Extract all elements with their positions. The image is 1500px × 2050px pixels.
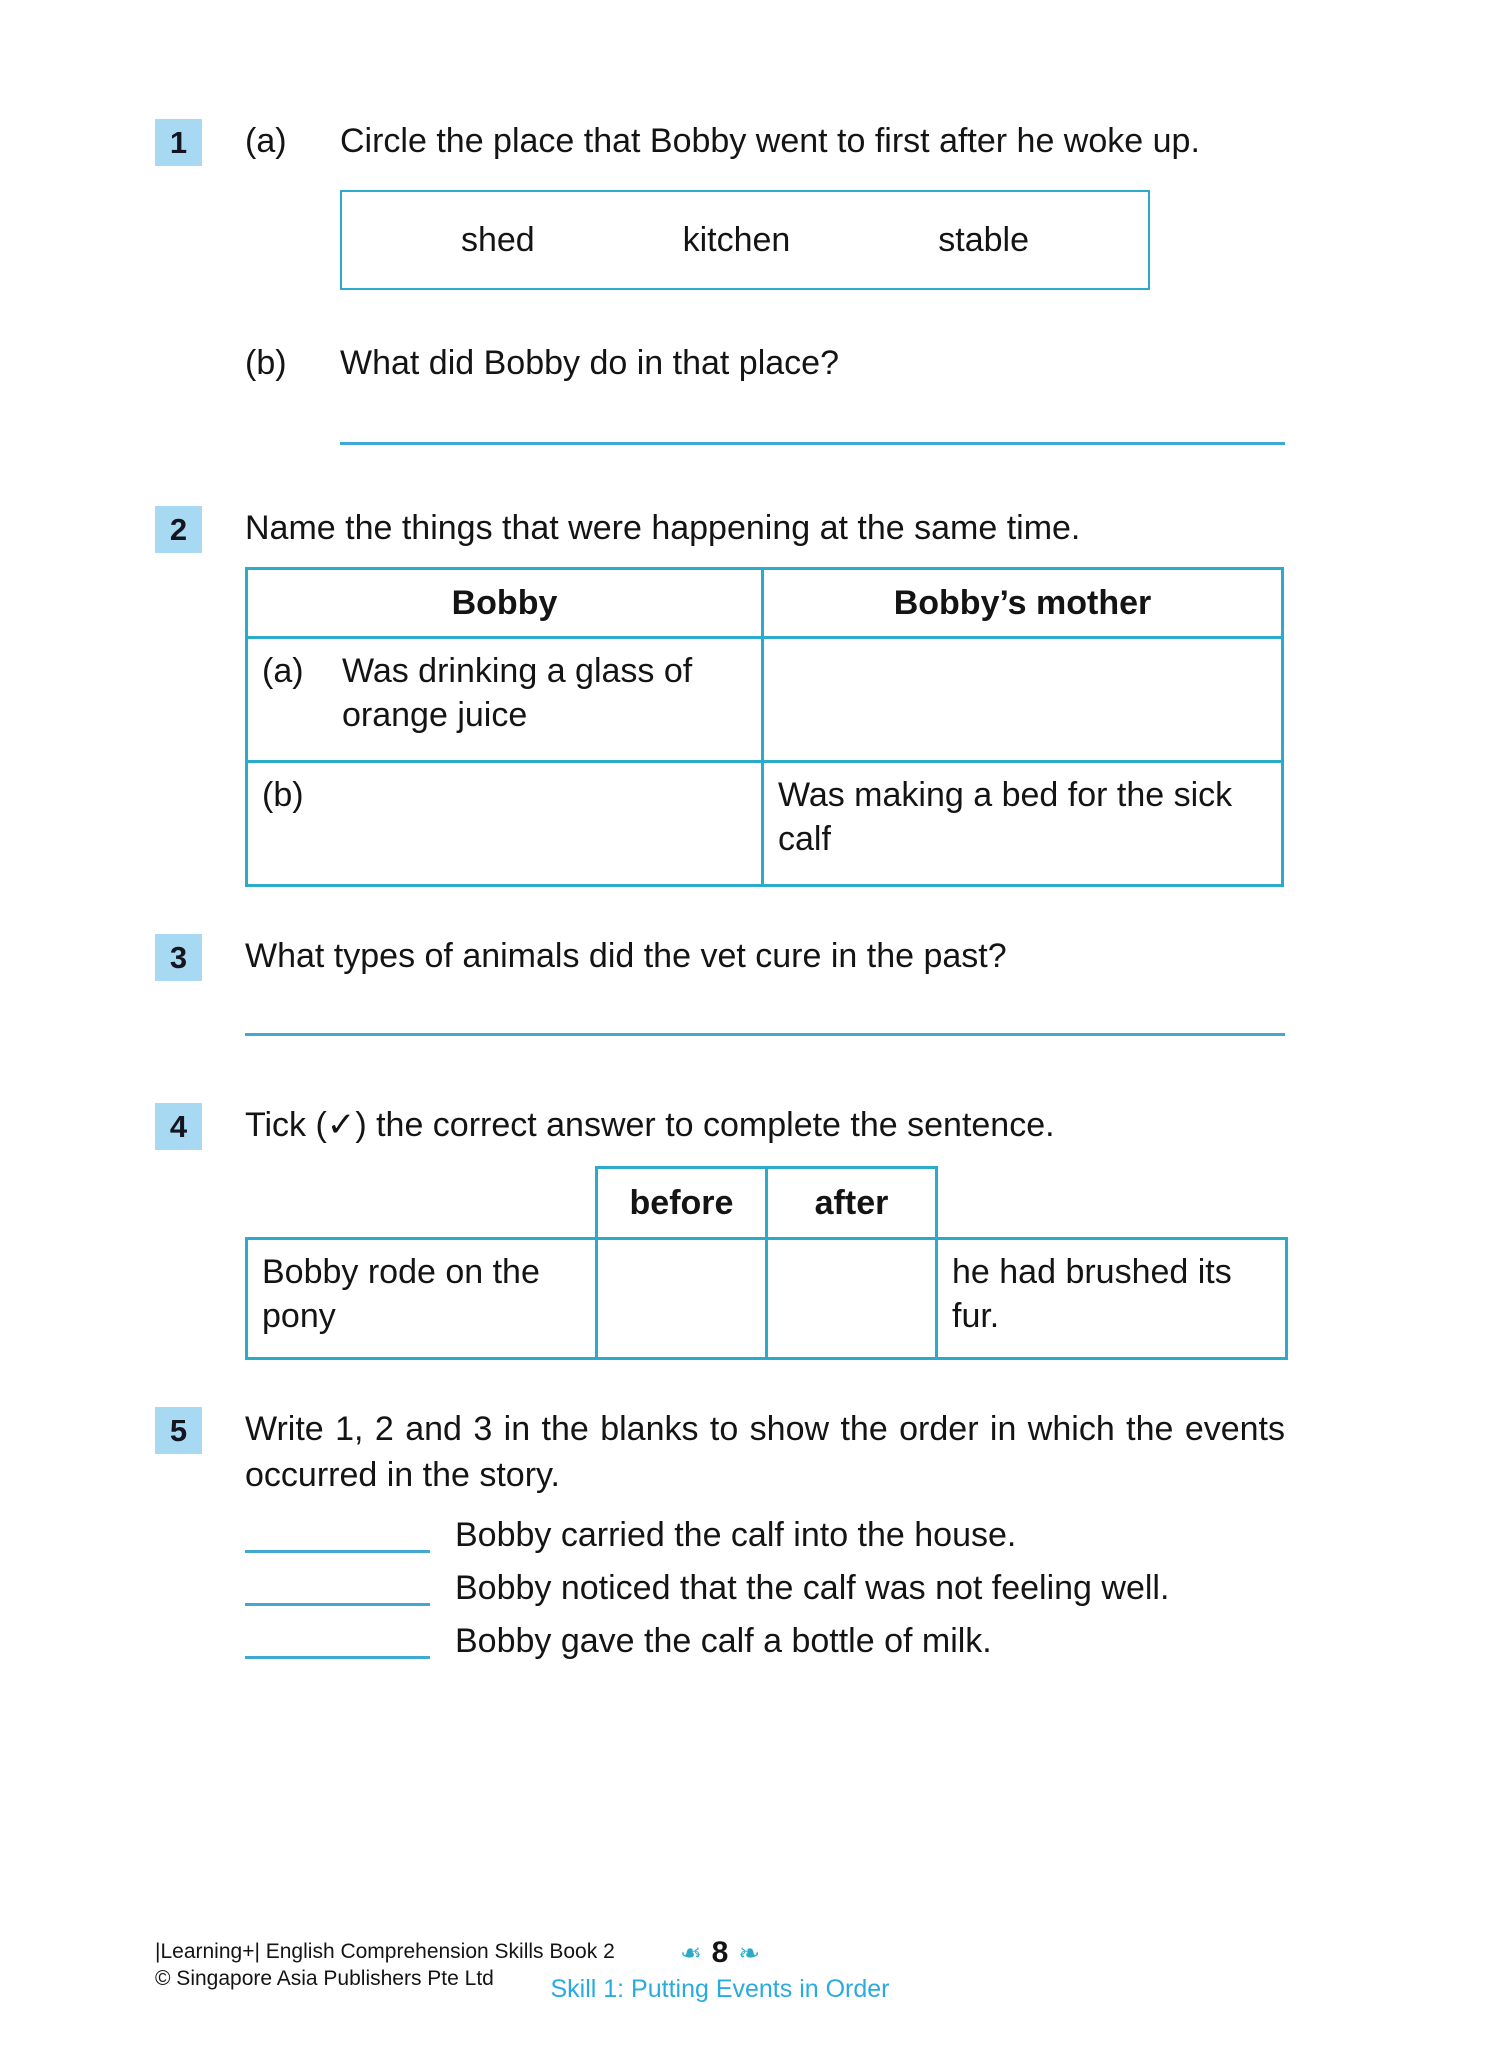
order-item-3 (245, 1618, 1285, 1664)
page-number-line (155, 1936, 1285, 1970)
order-item-1 (245, 1512, 1285, 1558)
question-5-number-badge: 5 (155, 1407, 202, 1454)
header-spacer-left (247, 1168, 597, 1239)
sentence-start-cell: Bobby rode on the pony (247, 1239, 597, 1359)
tick-cell-before[interactable] (597, 1239, 767, 1359)
question-2-text: Name the things that were happening at the same time. (245, 509, 1081, 547)
row-a-bobby-text: Was drinking a glass of orange juice (342, 652, 693, 734)
table-header-before: before (597, 1168, 767, 1239)
option-shed[interactable]: shed (460, 221, 535, 259)
question-2 (155, 505, 1285, 887)
option-kitchen[interactable]: kitchen (682, 221, 791, 259)
table-row (247, 638, 1283, 762)
tick-cell-after[interactable] (767, 1239, 937, 1359)
order-sentence-2: Bobby noticed that the calf was not feeling well. (455, 1569, 1170, 1607)
order-sentence-1: Bobby carried the calf into the house. (455, 1516, 1017, 1554)
question-5-text: Write 1, 2 and 3 in the blanks to show the order in which the events occurred in the story. (245, 1410, 1285, 1494)
table-header-after: after (767, 1168, 937, 1239)
footer-book-title: |Learning+| English Comprehension Skills Book 2 (155, 1940, 615, 1963)
question-1 (155, 118, 1285, 445)
header-spacer-right (937, 1168, 1287, 1239)
row-a-label: (a) (262, 652, 304, 690)
page-footer (155, 1936, 1285, 2006)
footer-skill-label: Skill 1: Putting Events in Order (550, 1975, 890, 2003)
option-stable[interactable]: stable (938, 221, 1029, 259)
table-row (247, 762, 1283, 886)
simultaneous-events-table (245, 567, 1284, 887)
question-3 (155, 933, 1285, 1036)
footer-publisher: © Singapore Asia Publishers Pte Ltd (155, 1967, 494, 1990)
options-box (340, 190, 1150, 290)
answer-line-1b[interactable] (340, 442, 1285, 445)
question-4-text: Tick (✓) the correct answer to complete the sentence. (245, 1106, 1055, 1144)
order-blank-3[interactable] (245, 1618, 430, 1659)
cell-a-bobby (247, 638, 763, 762)
floral-ornament-right-icon: ❧ (738, 1938, 761, 1968)
question-1b-label: (b) (245, 344, 287, 382)
floral-ornament-left-icon: ❧ (679, 1938, 702, 1968)
row-b-bobby-text[interactable] (342, 773, 747, 817)
question-1a-label: (a) (245, 122, 287, 160)
question-3-number-badge: 3 (155, 934, 202, 981)
table-header-bobbys-mother: Bobby’s mother (763, 569, 1283, 638)
cell-b-bobby-blank[interactable] (247, 762, 763, 886)
answer-line-3[interactable] (245, 1033, 1285, 1036)
question-4 (155, 1102, 1285, 1360)
question-1-number-badge: 1 (155, 119, 202, 166)
cell-a-mother-blank[interactable] (763, 638, 1283, 762)
question-1b-text: What did Bobby do in that place? (340, 344, 839, 382)
question-1b (245, 340, 1285, 386)
row-b-label: (b) (262, 776, 304, 814)
cell-b-mother-text: Was making a bed for the sick calf (763, 762, 1283, 886)
question-4-number-badge: 4 (155, 1103, 202, 1150)
order-blank-1[interactable] (245, 1512, 430, 1553)
question-1a (245, 118, 1285, 164)
order-item-2 (245, 1565, 1285, 1611)
question-3-text: What types of animals did the vet cure in the past? (245, 937, 1007, 975)
sentence-end-cell: he had brushed its fur. (937, 1239, 1287, 1359)
order-sentence-3: Bobby gave the calf a bottle of milk. (455, 1622, 992, 1660)
question-2-number-badge: 2 (155, 506, 202, 553)
before-after-table (245, 1166, 1288, 1360)
question-1a-text: Circle the place that Bobby went to first after he woke up. (340, 122, 1200, 160)
order-blank-2[interactable] (245, 1565, 430, 1606)
footer-center (155, 1936, 1285, 2004)
question-5 (155, 1406, 1285, 1664)
page-number: 8 (711, 1936, 729, 1969)
table-row (247, 1239, 1287, 1359)
table-header-bobby: Bobby (247, 569, 763, 638)
